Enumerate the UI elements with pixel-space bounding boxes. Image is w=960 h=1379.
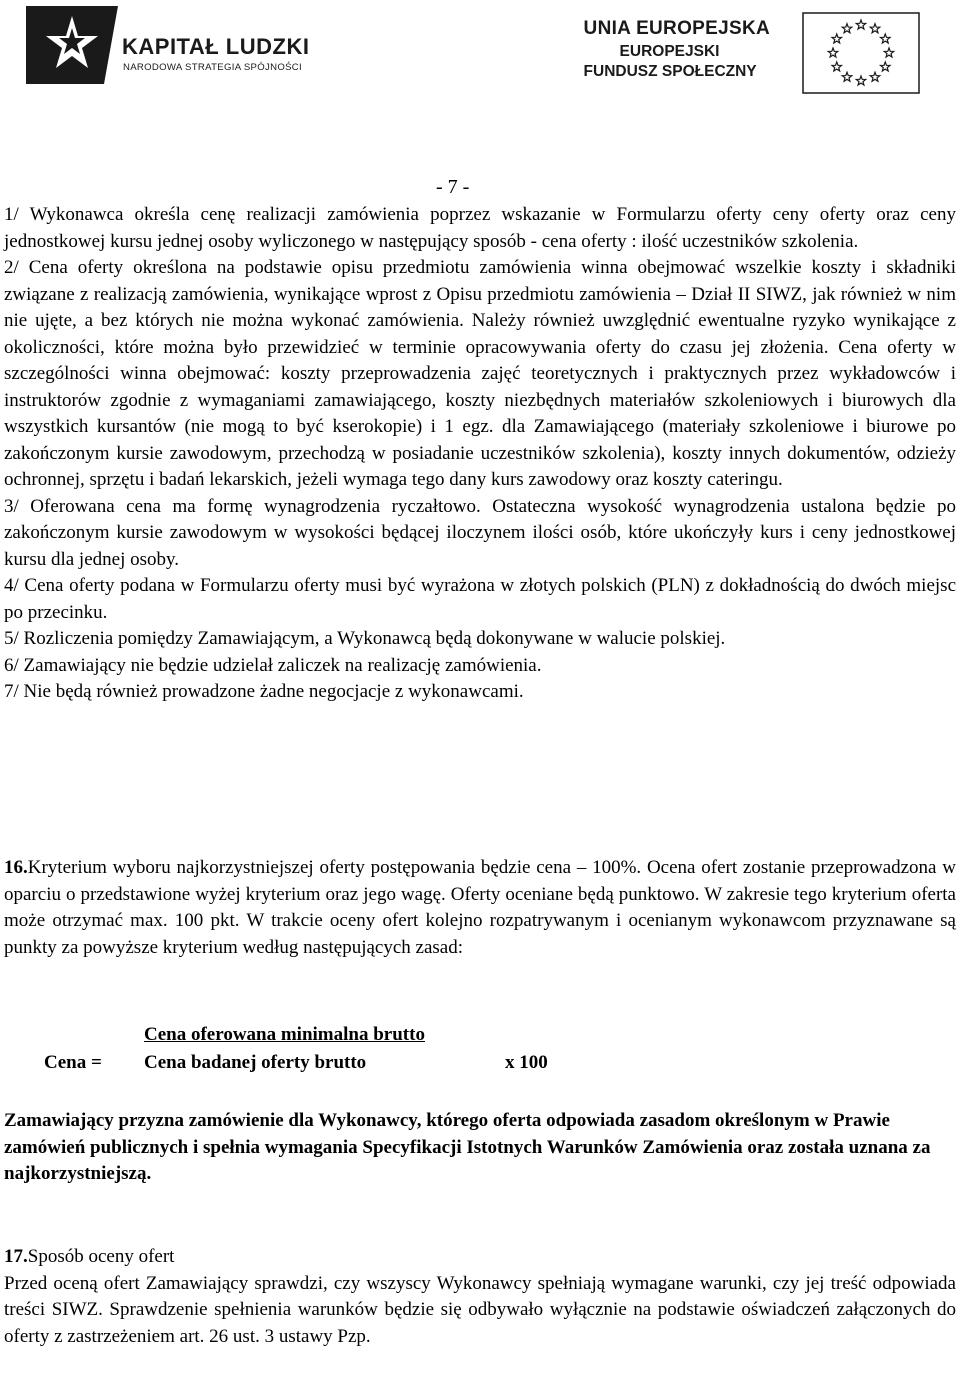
kapital-ludzki-star-icon [26,6,118,84]
pricing-rule-6: 6/ Zamawiający nie będzie udzielał zaliczek na realizację zamówienia. [4,654,542,676]
section-17 [4,1244,956,1350]
formula-denominator: Cena badanej oferty brutto [144,1052,367,1073]
pricing-rule-4: 4/ Cena oferty podana w Formularzu oferty musi być wyrażona w złotych polskich (PLN) z dokładnością do dwóch miejsc po przecinku. [4,575,956,623]
scoring-formula [0,1024,960,1084]
kapital-ludzki-logo [26,6,326,84]
award-note [4,1108,956,1188]
pricing-rules-section [4,202,956,706]
section-17-number: 17. [4,1246,28,1267]
kapital-ludzki-subtitle: NARODOWA STRATEGIA SPÓJNOŚCI [123,62,302,73]
formula-multiplier: x 100 [505,1052,548,1073]
pricing-rule-1: 1/ Wykonawca określa cenę realizacji zamówienia poprzez wskazanie w Formularzu oferty ceny oferty oraz ceny jednostkowej kursu jednej osoby wyliczonego w następujący sposób - cena oferty : ilość uczestników szkolenia. [4,204,956,252]
section-17-title: Sposób oceny ofert [27,1246,175,1267]
ue-line-1: UNIA EUROPEJSKA [583,18,770,39]
section-17-text: Przed oceną ofert Zamawiający sprawdzi, czy wszyscy Wykonawcy spełniają wymagane warunki, czy jej treść odpowiada treści SIWZ. Sprawdzenie spełnienia warunków będzie się odbywało wyłącznie na podstawie oświadczeń załączonych do oferty z zastrzeżeniem art. 26 ust. 3 ustawy Pzp. [4,1272,956,1347]
kapital-ludzki-title: KAPITAŁ LUDZKI [122,34,310,59]
pricing-rule-7: 7/ Nie będą również prowadzone żadne negocjacje z wykonawcami. [4,681,524,702]
award-note-text: Zamawiający przyzna zamówienie dla Wykonawcy, którego oferta odpowiada zasadom określonym w Prawie zamówień publicznych i spełnia wymagania Specyfikacji Istotnych Warunków Zamówienia oraz została uznana za najkorzystniejszą. [4,1110,931,1184]
unia-europejska-logo [583,10,920,90]
section-16 [4,855,956,961]
ue-line-3: FUNDUSZ SPOŁECZNY [583,63,757,80]
formula-lhs: Cena = [44,1052,102,1073]
page-header [0,0,960,110]
pricing-rule-5: 5/ Rozliczenia pomiędzy Zamawiającym, a Wykonawcą będą dokonywane w walucie polskiej. [4,628,726,649]
section-17-heading [4,1244,956,1271]
section-16-text [4,855,956,961]
section-16-number: 16. [4,857,28,878]
section-16-body: Kryterium wyboru najkorzystniejszej oferty postępowania będzie cena – 100%. Ocena ofert zostanie przeprowadzona w oparciu o przedstawione wyżej kryterium oraz jego wagę. Oferty oceniane będą punktowo. W zakresie tego kryterium oferta może otrzymać max. 100 pkt. W trakcie oceny ofert kolejno rozpatrywanym i ocenianym wykonawcom przyznawane są punkty za powyższe kryterium według następujących zasad: [4,857,956,958]
ue-line-2: EUROPEJSKI [619,43,720,60]
pricing-rule-2: 2/ Cena oferty określona na podstawie opisu przedmiotu zamówienia winna obejmować wszelkie koszty i składniki związane z realizacją zamówienia, wynikające wprost z Opisu przedmiotu zamówienia – Dział II SIWZ, jak również w nim nie ujęte, a bez których nie można wykonać zamówienia. Należy również uwzględnić ewentualne ryzyko wynikające z okoliczności, które można było przewidzieć w terminie opracowywania oferty do czasu jej złożenia. Cena oferty w szczególności winna obejmować: koszty przeprowadzenia zajęć teoretycznych i praktycznych przez wykładowców i instruktorów zgodnie z wymaganiami zamawiającego, koszty niezbędnych materiałów szkoleniowych i biurowych dla wszystkich kursantów (nie mogą to być kserokopie) i 1 egz. dla Zamawiającego (materiały szkoleniowe i biurowe po zakończonym kursie zawodowym, przechodzą w posiadanie uczestników szkolenia), koszty innych dokumentów, odzieży ochronnej, sprzętu i badań lekarskich, jeżeli wymaga tego dany kurs zawodowy oraz koszty cateringu. [4,257,956,490]
formula-numerator: Cena oferowana minimalna brutto [144,1024,425,1045]
unia-europejska-text [584,18,770,81]
pricing-rule-3: 3/ Oferowana cena ma formę wynagrodzenia ryczałtowo. Ostateczna wysokość wynagrodzenia ustalona będzie po zakończonym kursie zawodowym w wysokości będącej iloczynem ilości osób, które ukończyły kurs i ceny jednostkowej kursu dla jednej osoby. [4,495,956,570]
eu-flag-icon [802,12,920,94]
page-number: - 7 - [436,176,470,198]
